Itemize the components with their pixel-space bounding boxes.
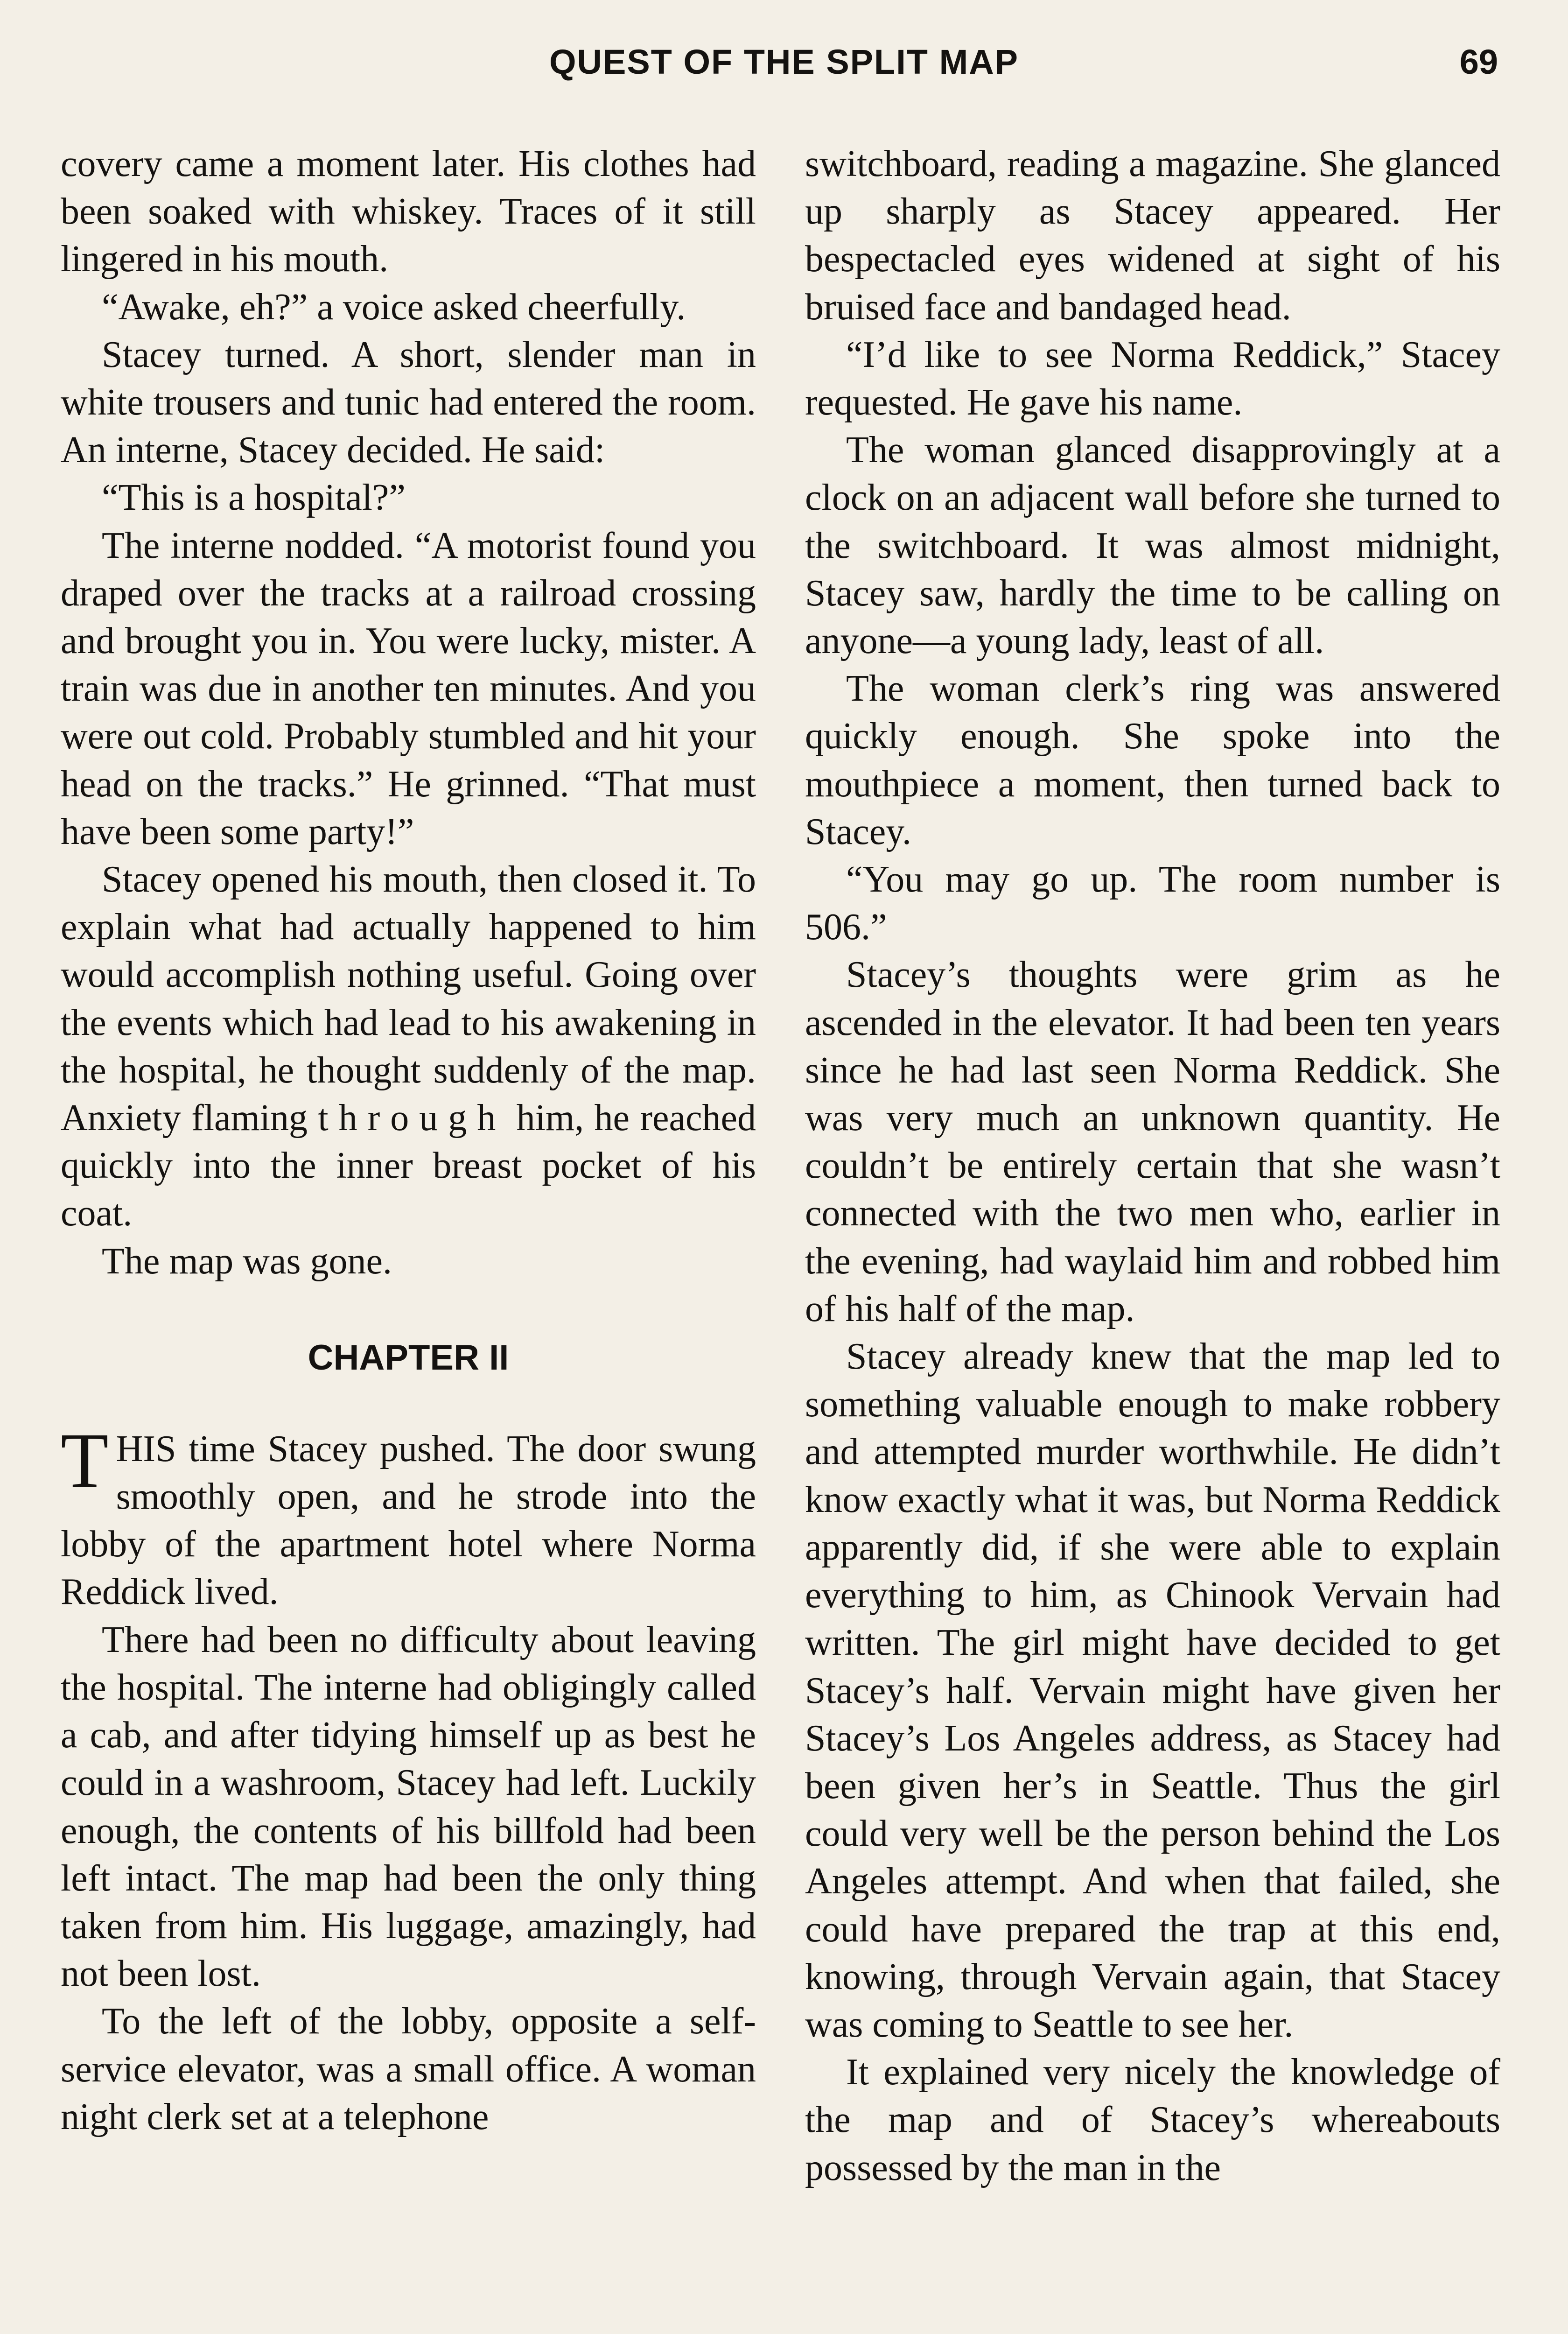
drop-cap: T — [61, 1417, 109, 1504]
paragraph-text: HIS time Stacey pushed. The door swung smoothly open, and he strode into the lobby of the apartment hotel where Norma Reddick lived. — [61, 1428, 756, 1613]
right-column — [805, 140, 1500, 2192]
chapter-opening-paragraph — [61, 1417, 756, 1616]
paragraph — [61, 856, 756, 1237]
paragraph: “Awake, eh?” a voice asked cheerfully. — [102, 286, 686, 328]
paragraph: “I’d like to see Norma Reddick,” Stacey requested. He gave his name. — [805, 334, 1500, 423]
paragraph: “You may go up. The room number is 506.” — [805, 859, 1500, 948]
paragraph: It explained very nicely the knowledge of the map and of Stacey’s whereabouts possessed by the man in the — [805, 2052, 1500, 2188]
paragraph: There had been no difficulty about leaving the hospital. The interne had obligingly called a cab, and after tidying himself up as best he could in a washroom, Stacey had left. Luckily enough, the contents of his billfold had been left intact. The map had been the only thing taken from him. His luggage, amazingly, had not been lost. — [61, 1619, 756, 1995]
paragraph: Stacey turned. A short, slender man in white trousers and tunic had entered the room. An interne, Stacey decided. He said: — [61, 334, 756, 471]
paragraph: switchboard, reading a magazine. She glanced up sharply as Stacey appeared. Her bespectacled eyes widened at sight of his bruised face and bandaged head. — [805, 143, 1500, 328]
left-column — [61, 140, 756, 2141]
paragraph: Stacey already knew that the map led to something valuable enough to make robbery and attempted murder worthwhile. He didn’t know exactly what it was, but Norma Reddick apparently did, if she were able to explain everything to him, as Chinook Vervain had written. The girl might have decided to get Stacey’s half. Vervain might have given her Stacey’s Los Angeles address, as Stacey had been given her’s in Seattle. Thus the girl could very well be the person behind the Los Angeles attempt. And when that failed, she could have prepared the trap at this end, knowing, through Vervain again, that Stacey was coming to Seattle to see her. — [805, 1336, 1500, 2045]
paragraph: The interne nodded. “A motorist found you draped over the tracks at a railroad crossing and brought you in. You were lucky, mister. A train was due in another ten minutes. And you were out cold. Probably stumbled and hit your head on the tracks.” He grinned. “That must have been some party!” — [61, 525, 756, 852]
paragraph: The woman clerk’s ring was answered quickly enough. She spoke into the mouthpiece a moment, then turned back to Stacey. — [805, 668, 1500, 852]
page-header — [0, 42, 1568, 93]
paragraph: The map was gone. — [102, 1240, 392, 1282]
paragraph: covery came a moment later. His clothes had been soaked with whiskey. Traces of it still lingered in his mouth. — [61, 143, 756, 280]
spaced-word: through — [318, 1097, 506, 1139]
paragraph: The woman glanced disapprovingly at a clock on an adjacent wall before she turned to the switchboard. It was almost midnight, Stacey saw, hardly the time to be calling on anyone—a young lady, least of all. — [805, 429, 1500, 662]
page-number: 69 — [1459, 42, 1498, 81]
running-title: QUEST OF THE SPLIT MAP — [549, 42, 1019, 81]
paragraph-text: Stacey opened his mouth, then closed it. To explain what had actually happened to him would accomplish nothing useful. Going over the events which had lead to his awakening in the hospital, he thought suddenly of the map. Anxiety flaming — [61, 859, 756, 1139]
paragraph: Stacey’s thoughts were grim as he ascended in the elevator. It had been ten years since he had last seen Norma Reddick. She was very much an unknown quantity. He couldn’t be entirely certain that she wasn’t connected with the two men who, earlier in the evening, had waylaid him and robbed him of his half of the map. — [805, 954, 1500, 1329]
paragraph: “This is a hospital?” — [102, 477, 406, 519]
paragraph: To the left of the lobby, opposite a self-service elevator, was a small office. A woman night clerk set at a telephone — [61, 2001, 756, 2137]
chapter-heading: CHAPTER II — [308, 1337, 509, 1378]
paragraph-text: him, he reached quickly into the inner breast pocket of his coat. — [61, 1097, 756, 1234]
